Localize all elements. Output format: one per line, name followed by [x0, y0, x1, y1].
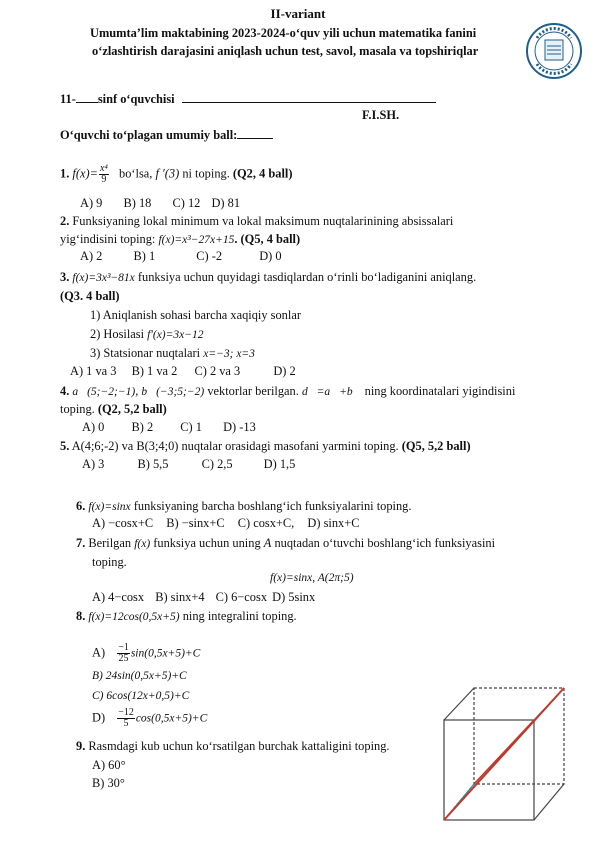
q3-option-b[interactable]: B) 1 va 2	[131, 364, 178, 378]
q8-text: ning integralini toping.	[182, 609, 297, 623]
q2-option-a[interactable]: A) 2	[80, 249, 103, 263]
variant-title: II-variant	[270, 6, 326, 21]
q5-option-b[interactable]: B) 5,5	[137, 457, 169, 471]
q3-stmt2	[90, 327, 204, 342]
cube-diagonal	[444, 688, 564, 820]
q9-line1	[76, 739, 390, 754]
q4-points: (Q2, 5,2 ball)	[97, 402, 167, 416]
q7-text1a: Berilgan	[88, 536, 132, 550]
q1-frac-numerator: x⁴	[99, 163, 108, 174]
fish-label: F.I.SH.	[362, 108, 400, 122]
q5-points: (Q5, 5,2 ball)	[401, 439, 471, 453]
q1-option-a[interactable]: A) 9	[80, 196, 103, 210]
q3-text: funksiya uchun quyidagi tasdiqlardan o‘rinli bo‘ladiganini aniqlang.	[137, 270, 477, 284]
q4-vec-b: b⃗(−3;5;−2)	[141, 386, 205, 398]
q9-option-b[interactable]: B) 30°	[92, 776, 125, 790]
q4-option-d[interactable]: D) -13	[223, 420, 256, 434]
q8-option-a-rest: sin(0,5x+5)+C	[130, 647, 201, 660]
q8-option-d-denominator: 5	[123, 718, 129, 729]
q3-option-d[interactable]: D) 2	[273, 364, 296, 378]
q4-vec-a: a⃗(5;−2;−1)	[72, 386, 136, 398]
q5-option-d[interactable]: D) 1,5	[263, 457, 296, 471]
q1-line	[60, 164, 292, 185]
q4-line1: 4. a⃗(5;−2;−1), b⃗(−3;5;−2) vektorlar berilgan. d⃗=a⃗+b⃗ ning koordinatalari yigindisini	[60, 384, 516, 398]
q3-points: (Q3. 4 ball)	[60, 289, 120, 303]
header-title-line1: Umumta’lim maktabining 2023-2024-o‘quv yili uchun matematika fanini	[90, 26, 477, 40]
q9-text: Rasmdagi kub uchun ko‘rsatilgan burchak kattaligini toping.	[88, 739, 390, 753]
q2-options	[80, 249, 282, 264]
q2-formula: f(x)=x³−27x+15	[158, 234, 235, 246]
q2-number: 2.	[60, 214, 70, 228]
q4-text2: ning koordinatalari yigindisini	[364, 384, 516, 398]
cube-figure	[438, 682, 570, 828]
q6-text: funksiyaning barcha boshlang‘ich funksiyalarini toping.	[133, 499, 412, 513]
q7-option-d[interactable]: D) 5sinx	[272, 590, 316, 604]
q6-option-b[interactable]: B) −sinx+C	[166, 516, 225, 530]
q6-number: 6.	[76, 499, 86, 513]
class-line	[60, 92, 436, 107]
q3-line1	[60, 270, 476, 285]
q1-points: (Q2, 4 ball)	[232, 166, 293, 181]
q2-text2: yig‘indisini toping:	[60, 232, 156, 246]
q1-fx: f(x)=	[72, 166, 98, 181]
q2-option-b[interactable]: B) 1	[133, 249, 156, 263]
q6-option-a[interactable]: A) −cosx+C	[92, 516, 154, 530]
q1-option-b[interactable]: B) 18	[123, 196, 152, 210]
q1-fprime: f ′(3)	[155, 166, 180, 181]
q2-line2	[60, 232, 300, 247]
q1-text2: ni toping.	[182, 166, 230, 181]
class-blank[interactable]	[76, 102, 98, 103]
q1-options	[80, 196, 240, 211]
q3-stmt3	[90, 346, 255, 361]
q2-option-d[interactable]: D) 0	[259, 249, 282, 263]
q4-text3: toping.	[60, 402, 95, 416]
q9-option-a[interactable]: A) 60°	[92, 758, 126, 772]
q7-number: 7.	[76, 536, 86, 550]
q3-number: 3.	[60, 270, 70, 284]
q8-option-a[interactable]	[92, 643, 200, 664]
q8-option-a-numerator: −1	[118, 642, 129, 653]
header-title-line2: o‘zlashtirish darajasini aniqlash uchun test, savol, masala va topshiriqlar	[92, 44, 479, 58]
total-score-blank[interactable]	[237, 138, 273, 139]
q6-option-d[interactable]: D) sinx+C	[307, 516, 360, 530]
q5-text: A(4;6;-2) va B(3;4;0) nuqtalar orasidagi masofani yarmini toping.	[71, 439, 399, 453]
q8-option-d-fraction	[117, 708, 135, 729]
q7-text1b: funksiya uchun uning	[153, 536, 261, 550]
q1-option-d[interactable]: D) 81	[211, 196, 241, 210]
total-score-line	[60, 128, 273, 143]
q6-formula: f(x)=sinx	[88, 501, 131, 513]
q3-option-c[interactable]: C) 2 va 3	[194, 364, 241, 378]
q4-option-c[interactable]: C) 1	[180, 420, 202, 434]
q8-option-a-fraction	[117, 643, 130, 664]
q2-line1	[60, 214, 453, 229]
q3-stmt2-formula: f′(x)=3x−12	[147, 329, 204, 341]
q5-options	[82, 457, 295, 472]
q1-fraction	[99, 164, 109, 185]
class-prefix: 11-	[60, 92, 76, 106]
q9-number: 9.	[76, 739, 86, 753]
q4-options	[82, 420, 256, 435]
q1-text1: bo‘lsa,	[119, 166, 153, 181]
q8-option-c[interactable]: C) 6cos(12x+0,5)+C	[92, 690, 190, 702]
q8-number: 8.	[76, 609, 86, 623]
total-score-label: O‘quvchi to‘plagan umumiy ball:	[60, 128, 238, 142]
q1-option-c[interactable]: C) 12	[172, 196, 201, 210]
q1-number: 1.	[60, 166, 70, 181]
q8-option-d-numerator: −12	[118, 707, 134, 718]
q3-stmt3-formula: x=−3; x=3	[203, 348, 255, 360]
q4-line2	[60, 402, 167, 417]
q8-formula: f(x)=12cos(0,5x+5)	[88, 611, 180, 623]
q1-frac-denominator: 9	[101, 174, 107, 185]
q3-option-a[interactable]: A) 1 va 3	[70, 364, 117, 378]
q2-text1: Funksiyaning lokal minimum va lokal maksimum nuqtalarinining absissalari	[72, 214, 454, 228]
q5-line1	[60, 439, 471, 454]
q3-stmt1: 1) Aniqlanish sohasi barcha xaqiqiy sonlar	[90, 308, 301, 322]
q7-text1c: nuqtadan o‘tuvchi boshlang‘ich funksiyasini	[274, 536, 496, 550]
q8-option-a-denominator: 25	[118, 653, 129, 664]
q4-vec-d: d⃗=a⃗+b⃗	[301, 386, 362, 398]
q7-given: f(x)=sinx, A(2π;5)	[270, 572, 354, 584]
class-suffix: sinf o‘quvchisi	[97, 92, 175, 106]
q7-option-a[interactable]: A) 4−cosx	[92, 590, 145, 604]
q4-number: 4.	[60, 384, 70, 398]
q5-number: 5.	[60, 439, 70, 453]
q8-option-d[interactable]	[92, 708, 207, 729]
q3-stmt2-text: 2) Hosilasi	[90, 327, 145, 341]
q7-text1-point: A	[263, 536, 272, 550]
q7-line1	[76, 536, 495, 551]
q8-line1	[76, 609, 297, 624]
q7-line2: toping.	[92, 555, 127, 569]
q6-options	[92, 516, 360, 531]
q7-text1-formula: f(x)	[134, 538, 151, 550]
q3-formula: f(x)=3x³−81x	[72, 272, 135, 284]
q4-option-a[interactable]: A) 0	[82, 420, 105, 434]
q4-text1: vektorlar berilgan.	[207, 384, 299, 398]
q8-option-d-label: D)	[92, 710, 106, 725]
q7-options	[92, 590, 315, 605]
school-seal-icon	[525, 22, 583, 80]
q2-option-c[interactable]: C) -2	[196, 249, 223, 263]
q8-option-b[interactable]: B) 24sin(0,5x+5)+C	[92, 670, 187, 682]
q6-line1	[76, 499, 411, 514]
q7-option-b[interactable]: B) sinx+4	[155, 590, 205, 604]
q6-option-c[interactable]: C) cosx+C,	[237, 516, 295, 530]
q7-option-c[interactable]: C) 6−cosx	[215, 590, 268, 604]
q3-stmt3-text: 3) Statsionar nuqtalari	[90, 346, 201, 360]
q8-option-a-label: A)	[92, 645, 106, 660]
q5-option-c[interactable]: C) 2,5	[201, 457, 233, 471]
q8-option-d-rest: cos(0,5x+5)+C	[135, 712, 208, 725]
q4-option-b[interactable]: B) 2	[131, 420, 154, 434]
q2-points: . (Q5, 4 ball)	[234, 232, 301, 246]
q5-option-a[interactable]: A) 3	[82, 457, 105, 471]
student-name-blank[interactable]	[182, 102, 436, 103]
q3-options	[70, 364, 296, 379]
